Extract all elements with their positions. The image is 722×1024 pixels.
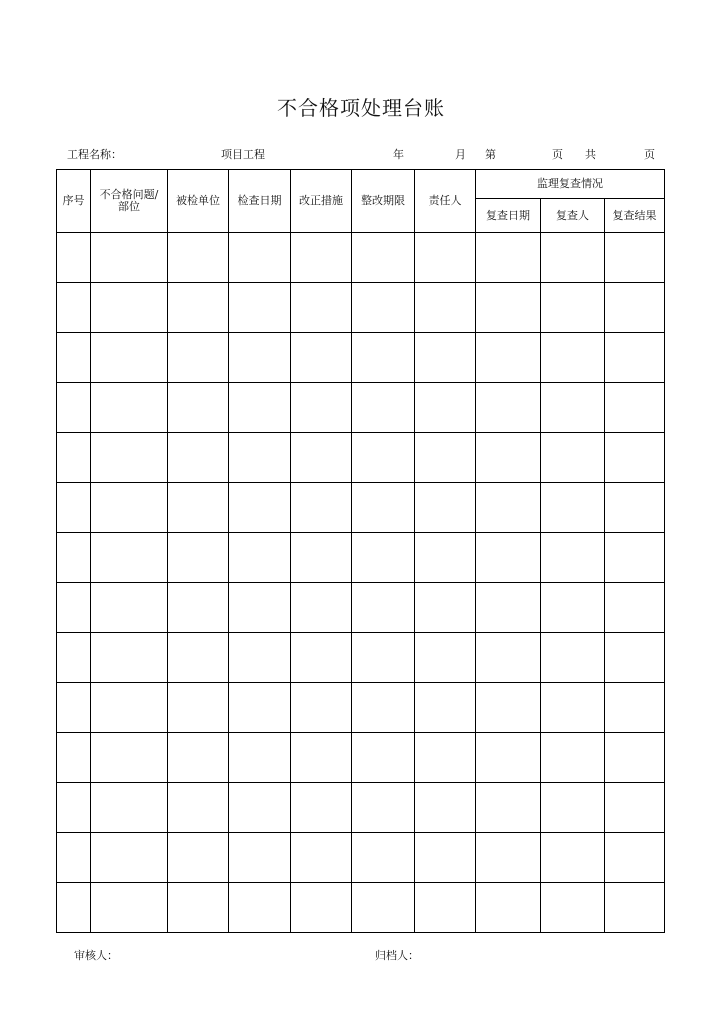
table-cell[interactable] — [57, 583, 91, 633]
table-row — [57, 433, 665, 483]
table-cell[interactable] — [605, 533, 665, 583]
header-review-result: 复查结果 — [605, 199, 665, 233]
table-cell[interactable] — [291, 733, 352, 783]
table-cell[interactable] — [415, 233, 476, 283]
table-cell[interactable] — [352, 833, 415, 883]
table-cell[interactable] — [91, 433, 168, 483]
table-cell[interactable] — [57, 683, 91, 733]
table-cell[interactable] — [541, 483, 605, 533]
table-cell[interactable] — [476, 883, 541, 933]
table-cell[interactable] — [541, 833, 605, 883]
table-cell[interactable] — [291, 333, 352, 383]
table-row — [57, 233, 665, 283]
table-cell[interactable] — [91, 283, 168, 333]
table-cell[interactable] — [291, 883, 352, 933]
table-cell[interactable] — [352, 633, 415, 683]
table-cell[interactable] — [91, 383, 168, 433]
table-row — [57, 283, 665, 333]
table-cell[interactable] — [352, 533, 415, 583]
table-cell[interactable] — [57, 833, 91, 883]
table-cell[interactable] — [91, 883, 168, 933]
table-cell[interactable] — [57, 633, 91, 683]
table-cell[interactable] — [229, 383, 291, 433]
table-cell[interactable] — [229, 483, 291, 533]
table-row — [57, 783, 665, 833]
table-cell[interactable] — [352, 483, 415, 533]
table-cell[interactable] — [57, 433, 91, 483]
header-unit: 被检单位 — [168, 170, 229, 233]
table-cell[interactable] — [605, 433, 665, 483]
table-cell[interactable] — [352, 783, 415, 833]
table-cell[interactable] — [291, 533, 352, 583]
page-end-label: 页 — [644, 148, 655, 161]
table-cell[interactable] — [57, 533, 91, 583]
table-cell[interactable] — [57, 283, 91, 333]
table-cell[interactable] — [91, 683, 168, 733]
table-cell[interactable] — [415, 483, 476, 533]
table-cell[interactable] — [168, 333, 229, 383]
table-cell[interactable] — [352, 283, 415, 333]
header-measure: 改正措施 — [291, 170, 352, 233]
table-cell[interactable] — [168, 383, 229, 433]
table-cell[interactable] — [541, 583, 605, 633]
table-cell[interactable] — [91, 783, 168, 833]
table-cell[interactable] — [415, 283, 476, 333]
table-cell[interactable] — [291, 383, 352, 433]
table-cell[interactable] — [605, 233, 665, 283]
reviewer-label: 审核人： — [74, 949, 118, 962]
table-cell[interactable] — [476, 533, 541, 583]
table-cell[interactable] — [415, 533, 476, 583]
table-cell[interactable] — [541, 433, 605, 483]
table-cell[interactable] — [229, 333, 291, 383]
table-row — [57, 883, 665, 933]
header-issue-line2: 部位 — [118, 200, 140, 213]
table-cell[interactable] — [476, 783, 541, 833]
page-title: 不合格项处理台账 — [277, 96, 445, 120]
table-cell[interactable] — [168, 733, 229, 783]
table-cell[interactable] — [605, 733, 665, 783]
table-cell[interactable] — [229, 833, 291, 883]
table-cell[interactable] — [541, 333, 605, 383]
table-cell[interactable] — [57, 483, 91, 533]
header-review-date: 复查日期 — [476, 199, 541, 233]
table-cell[interactable] — [168, 233, 229, 283]
table-cell[interactable] — [168, 583, 229, 633]
table-cell[interactable] — [57, 783, 91, 833]
table-row — [57, 383, 665, 433]
year-label: 年 — [393, 148, 404, 161]
table-cell[interactable] — [415, 683, 476, 733]
table-cell[interactable] — [352, 883, 415, 933]
table-cell[interactable] — [168, 783, 229, 833]
table-cell[interactable] — [476, 633, 541, 683]
nonconformity-ledger-table — [56, 169, 665, 933]
table-cell[interactable] — [168, 433, 229, 483]
table-cell[interactable] — [541, 733, 605, 783]
table-cell[interactable] — [168, 883, 229, 933]
table-cell[interactable] — [476, 383, 541, 433]
table-cell[interactable] — [91, 833, 168, 883]
table-cell[interactable] — [229, 233, 291, 283]
project-name-value: 项目工程 — [221, 148, 265, 161]
table-cell[interactable] — [229, 783, 291, 833]
table-cell[interactable] — [541, 883, 605, 933]
table-cell[interactable] — [476, 333, 541, 383]
table-cell[interactable] — [168, 683, 229, 733]
table-cell[interactable] — [57, 883, 91, 933]
table-cell[interactable] — [229, 283, 291, 333]
table-cell[interactable] — [229, 733, 291, 783]
table-cell[interactable] — [605, 583, 665, 633]
table-cell[interactable] — [91, 333, 168, 383]
table-cell[interactable] — [415, 883, 476, 933]
table-cell[interactable] — [476, 683, 541, 733]
table-cell[interactable] — [415, 583, 476, 633]
table-cell[interactable] — [291, 633, 352, 683]
table-cell[interactable] — [352, 383, 415, 433]
table-cell[interactable] — [415, 633, 476, 683]
header-reviewer: 复查人 — [541, 199, 605, 233]
table-cell[interactable] — [352, 733, 415, 783]
table-cell[interactable] — [229, 633, 291, 683]
header-seq: 序号 — [57, 170, 91, 233]
table-row — [57, 833, 665, 883]
table-cell[interactable] — [291, 233, 352, 283]
page-no-label: 第 — [485, 148, 496, 161]
table-cell[interactable] — [476, 583, 541, 633]
table-row — [57, 683, 665, 733]
table-row — [57, 583, 665, 633]
table-cell[interactable] — [541, 633, 605, 683]
table-cell[interactable] — [476, 283, 541, 333]
table-cell[interactable] — [605, 783, 665, 833]
table-cell[interactable] — [291, 833, 352, 883]
total-label: 共 — [585, 148, 596, 161]
table-cell[interactable] — [91, 533, 168, 583]
table-cell[interactable] — [415, 833, 476, 883]
table-cell[interactable] — [168, 833, 229, 883]
table-cell[interactable] — [291, 683, 352, 733]
table-cell[interactable] — [291, 783, 352, 833]
table-cell[interactable] — [415, 383, 476, 433]
table-cell[interactable] — [91, 633, 168, 683]
table-cell[interactable] — [57, 233, 91, 283]
project-name-label: 工程名称： — [67, 148, 122, 161]
table-cell[interactable] — [415, 333, 476, 383]
table-cell[interactable] — [415, 433, 476, 483]
table-cell[interactable] — [57, 333, 91, 383]
table-cell[interactable] — [352, 233, 415, 283]
table-cell[interactable] — [541, 233, 605, 283]
table-cell[interactable] — [476, 733, 541, 783]
month-label: 月 — [455, 148, 466, 161]
table-cell[interactable] — [352, 683, 415, 733]
table-cell[interactable] — [476, 483, 541, 533]
table-cell[interactable] — [291, 283, 352, 333]
table-cell[interactable] — [605, 483, 665, 533]
table-cell[interactable] — [476, 233, 541, 283]
table-cell[interactable] — [476, 433, 541, 483]
table-row — [57, 483, 665, 533]
page-label: 页 — [552, 148, 563, 161]
table-cell[interactable] — [229, 583, 291, 633]
table-row — [57, 733, 665, 783]
table-cell[interactable] — [229, 683, 291, 733]
table-cell[interactable] — [605, 283, 665, 333]
table-cell[interactable] — [352, 433, 415, 483]
table-cell[interactable] — [415, 733, 476, 783]
table-cell[interactable] — [605, 883, 665, 933]
table-cell[interactable] — [291, 483, 352, 533]
table-row — [57, 533, 665, 583]
table-cell[interactable] — [168, 483, 229, 533]
table-cell[interactable] — [291, 583, 352, 633]
table-cell[interactable] — [57, 733, 91, 783]
header-issue-line1: 不合格问题/ — [99, 188, 159, 201]
table-row — [57, 633, 665, 683]
table-cell[interactable] — [541, 283, 605, 333]
table-cell[interactable] — [91, 233, 168, 283]
table-cell[interactable] — [541, 783, 605, 833]
table-cell[interactable] — [229, 883, 291, 933]
table-cell[interactable] — [541, 533, 605, 583]
table-cell[interactable] — [541, 683, 605, 733]
header-person: 责任人 — [415, 170, 476, 233]
table-cell[interactable] — [291, 433, 352, 483]
table-cell[interactable] — [605, 833, 665, 883]
table-cell[interactable] — [605, 333, 665, 383]
table-cell[interactable] — [605, 383, 665, 433]
table-cell[interactable] — [541, 383, 605, 433]
archiver-label: 归档人： — [375, 949, 419, 962]
table-cell[interactable] — [168, 283, 229, 333]
table-cell[interactable] — [168, 633, 229, 683]
header-check-date: 检查日期 — [229, 170, 291, 233]
table-cell[interactable] — [229, 533, 291, 583]
table-cell[interactable] — [91, 483, 168, 533]
table-cell[interactable] — [352, 583, 415, 633]
header-issue — [91, 170, 168, 233]
table-cell[interactable] — [476, 833, 541, 883]
table-cell[interactable] — [91, 583, 168, 633]
table-cell[interactable] — [168, 533, 229, 583]
table-cell[interactable] — [352, 333, 415, 383]
table-cell[interactable] — [91, 733, 168, 783]
table-row — [57, 333, 665, 383]
table-cell[interactable] — [605, 683, 665, 733]
header-review: 监理复查情况 — [476, 170, 665, 199]
header-deadline: 整改期限 — [352, 170, 415, 233]
table-cell[interactable] — [57, 383, 91, 433]
table-cell[interactable] — [229, 433, 291, 483]
table-cell[interactable] — [415, 783, 476, 833]
table-cell[interactable] — [605, 633, 665, 683]
